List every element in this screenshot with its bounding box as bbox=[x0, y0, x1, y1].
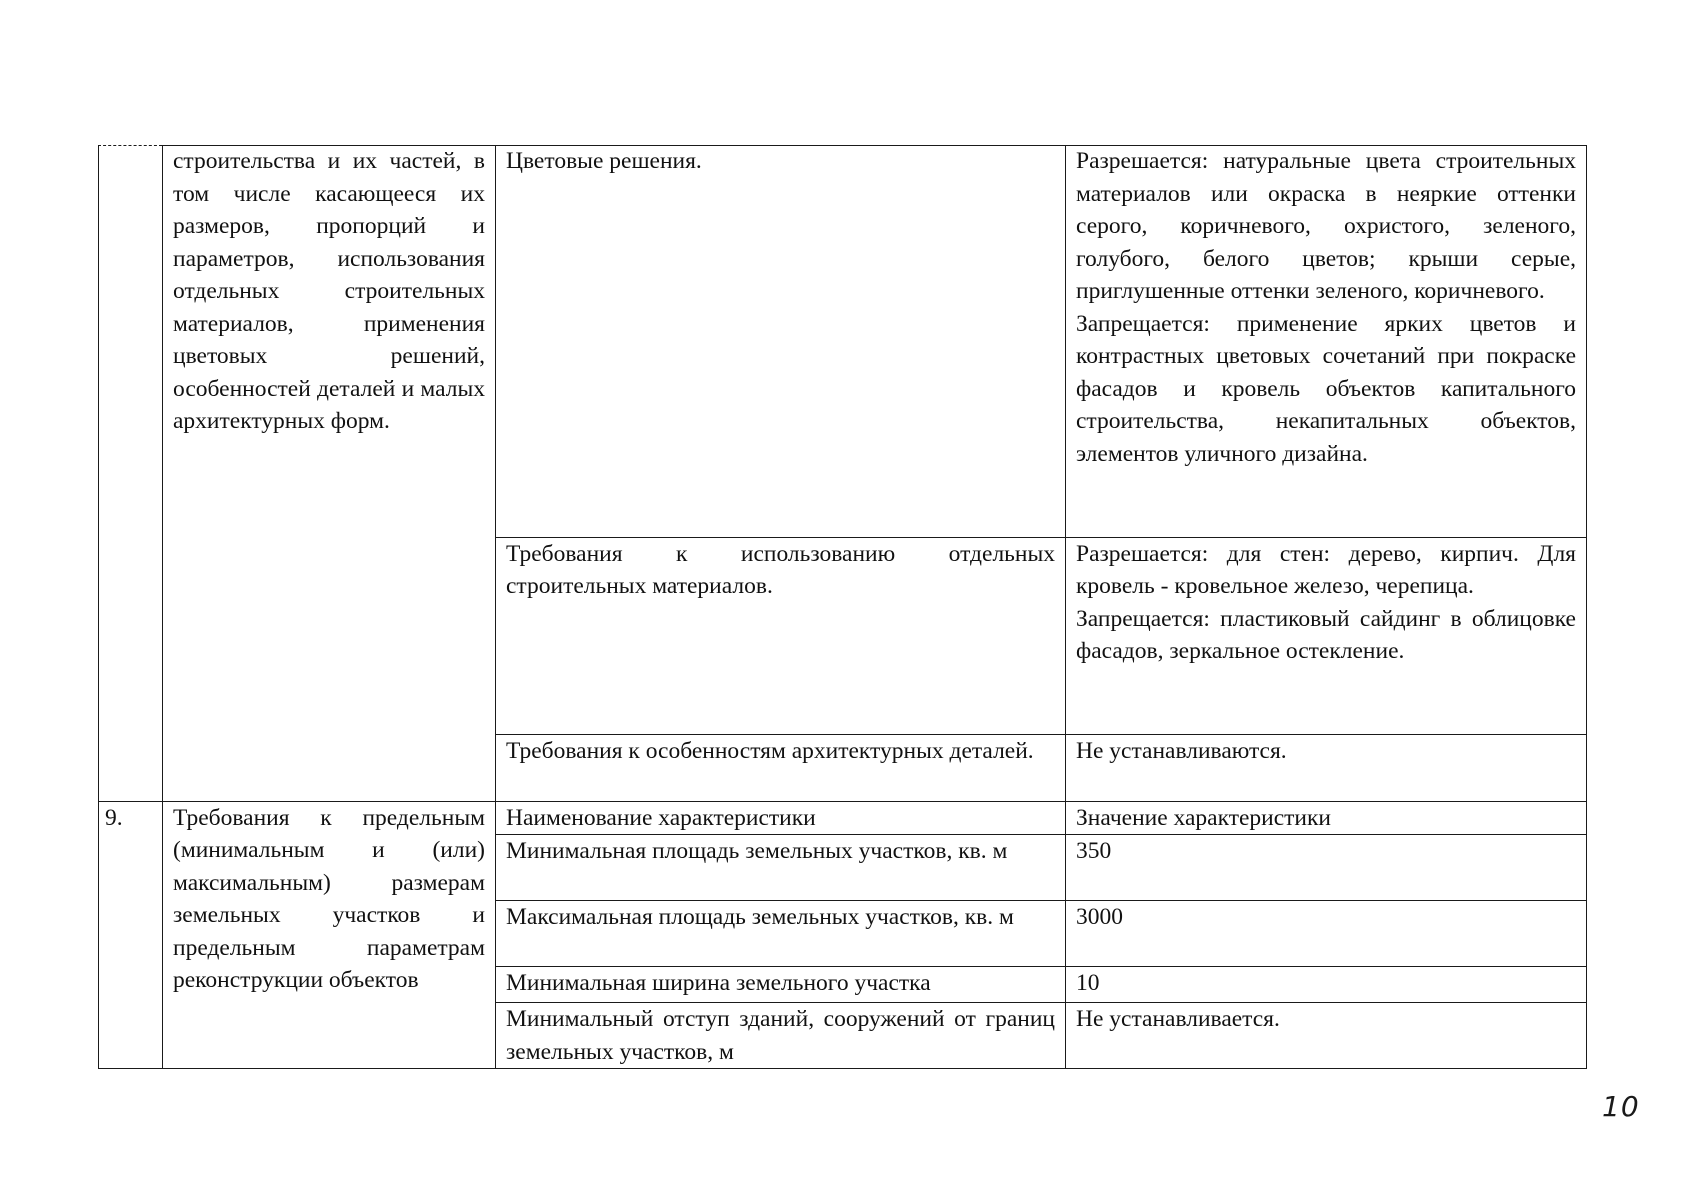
item-name-color-solutions: Цветовые решения. bbox=[496, 145, 1066, 537]
topic-cell-continuation: строительства и их частей, в том числе касающееся их размеров, пропорций и параметров, использования отдельных строительных материалов, применения цветовых решений, особенностей деталей и малых архитектурных форм. bbox=[163, 145, 496, 801]
item-value-materials bbox=[1066, 537, 1587, 734]
item-value-min-width: 10 bbox=[1066, 967, 1587, 1003]
header-value-cell: Значение характеристики bbox=[1066, 801, 1587, 835]
page-number: 10 bbox=[1602, 1090, 1640, 1123]
forbidden-text: Запрещается: пластиковый сайдинг в облицовке фасадов, зеркальное остекление. bbox=[1076, 605, 1576, 664]
item-name-min-width: Минимальная ширина земельного участка bbox=[496, 967, 1066, 1003]
header-name-cell: Наименование характеристики bbox=[496, 801, 1066, 835]
item-name-max-area: Максимальная площадь земельных участков, кв. м bbox=[496, 901, 1066, 967]
allowed-text: Разрешается: натуральные цвета строительных материалов или окраска в неяркие оттенки серого, коричневого, охристого, зеленого, голубого, белого цветов; крыши серые, приглушенные оттенки зеленого, коричневого. bbox=[1076, 148, 1576, 304]
item-value-min-area: 350 bbox=[1066, 835, 1587, 901]
item-value-min-setback: Не устанавливается. bbox=[1066, 1003, 1587, 1069]
topic-cell-row-9: Требования к предельным (минимальным и (или) максимальным) размерам земельных участков и предельным параметрам реконструкции объектов bbox=[163, 801, 496, 1069]
item-value-architectural-details: Не устанавливаются. bbox=[1066, 734, 1587, 801]
item-name-min-area: Минимальная площадь земельных участков, кв. м bbox=[496, 835, 1066, 901]
requirements-table bbox=[98, 145, 1587, 1069]
item-name-architectural-details: Требования к особенностям архитектурных деталей. bbox=[496, 734, 1066, 801]
item-value-max-area: 3000 bbox=[1066, 901, 1587, 967]
table-row bbox=[99, 145, 1587, 537]
table-row bbox=[99, 801, 1587, 835]
forbidden-text: Запрещается: применение ярких цветов и контрастных цветовых сочетаний при покраске фасадов и кровель объектов капитального строительства, некапитальных объектов, элементов уличного дизайна. bbox=[1076, 310, 1576, 467]
row-number-cell: 9. bbox=[99, 801, 163, 1069]
item-name-materials: Требования к использованию отдельных строительных материалов. bbox=[496, 537, 1066, 734]
allowed-text: Разрешается: для стен: дерево, кирпич. Для кровель - кровельное железо, черепица. bbox=[1076, 540, 1576, 599]
item-name-min-setback: Минимальный отступ зданий, сооружений от границ земельных участков, м bbox=[496, 1003, 1066, 1069]
row-number-cell-empty bbox=[99, 145, 163, 801]
item-value-color-solutions bbox=[1066, 145, 1587, 537]
